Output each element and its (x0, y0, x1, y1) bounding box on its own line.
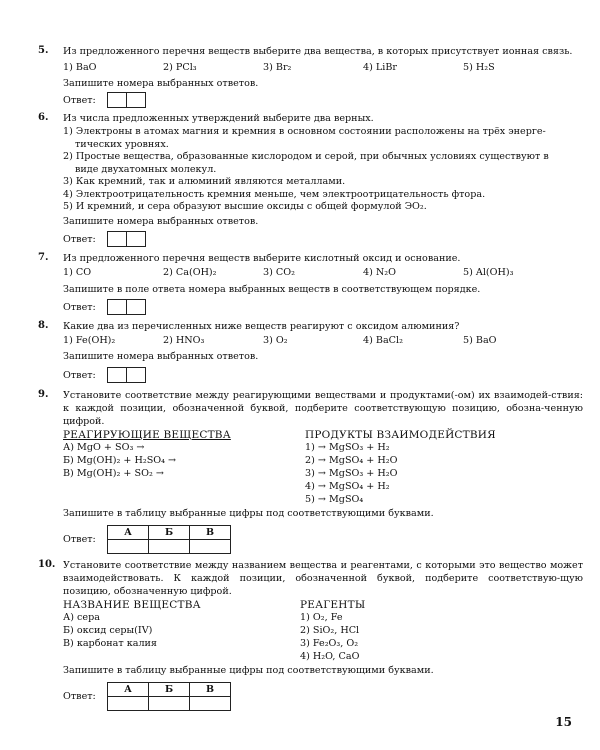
item-a: А) MgO + SO₃ → (63, 442, 145, 453)
answer-field (63, 92, 146, 108)
instruction: Запишите в таблицу выбранные цифры под соответствующими буквами. (63, 508, 434, 519)
column-header: ПРОДУКТЫ ВЗАИМОДЕЙСТВИЯ (305, 429, 496, 441)
item-b: Б) Mg(OH)₂ + H₂SO₄ → (63, 455, 177, 466)
answer-label: Ответ: (63, 534, 96, 545)
item-3: 3) → MgSO₃ + H₂O (305, 468, 398, 479)
question-text: Установите соответствие между реагирующими веществами и продуктами(-ом) их взаимодей-ствия: к каждой позиции, обозначенной буквой, подберите соответствующую позицию, обозна-ченную цифрой. (63, 390, 583, 427)
header-c: В (190, 683, 231, 697)
option-2: 2) PCl₃ (163, 62, 197, 73)
answer-cell-2[interactable] (127, 231, 146, 247)
answer-cell-a[interactable] (108, 697, 149, 711)
answer-field (63, 367, 146, 383)
instruction: Запишите номера выбранных ответов. (63, 78, 259, 89)
question-text: Из предложенного перечня веществ выберите кислотный оксид и основание. (63, 253, 461, 264)
answer-label: Ответ: (63, 369, 96, 381)
instruction: Запишите в поле ответа номера выбранных веществ в соответствующем порядке. (63, 284, 481, 295)
column-header: РЕАГЕНТЫ (300, 599, 366, 611)
answer-cell-1[interactable] (107, 299, 127, 315)
column-header: НАЗВАНИЕ ВЕЩЕСТВА (63, 599, 201, 611)
option-3: 3) O₂ (263, 335, 288, 346)
question-number: 5. (38, 45, 49, 56)
item-3: 3) Fe₂O₃, O₂ (300, 638, 359, 649)
item-4: 4) H₂O, CaO (300, 651, 360, 662)
reagent-list (300, 611, 550, 663)
right-column (305, 429, 555, 506)
item-c: В) Mg(OH)₂ + SO₂ → (63, 468, 164, 479)
statement-1-cont: тических уровнях. (75, 138, 169, 150)
option-1: 1) Fe(OH)₂ (63, 335, 116, 346)
answer-cell-b[interactable] (149, 540, 190, 554)
statement-5: 5) И кремний, и сера образуют высшие оксиды с общей формулой ЭО₂. (63, 201, 427, 212)
item-2: 2) SiO₂, HCl (300, 625, 360, 636)
product-list (305, 441, 555, 506)
right-column (300, 599, 550, 663)
header-b: Б (149, 683, 190, 697)
reactant-list (63, 441, 303, 480)
statement-2-cont: виде двухатомных молекул. (75, 163, 217, 175)
question-number: 9. (38, 389, 49, 400)
options-row (63, 62, 563, 73)
header-a: А (108, 526, 149, 540)
option-5: 5) H₂S (463, 62, 495, 73)
question-text: Из числа предложенных утверждений выберите два верных. (63, 113, 374, 124)
option-4: 4) N₂O (363, 267, 397, 278)
options-row (63, 267, 563, 278)
option-1: 1) BaO (63, 62, 97, 73)
item-1: 1) → MgSO₃ + H₂ (305, 442, 390, 453)
item-c: В) карбонат калия (63, 638, 157, 649)
page-number: 15 (555, 715, 572, 729)
left-column (63, 429, 303, 480)
instruction: Запишите в таблицу выбранные цифры под соответствующими буквами. (63, 665, 434, 676)
answer-grid (107, 682, 231, 711)
question-text: Какие два из перечисленных ниже веществ реагируют с оксидом алюминия? (63, 321, 460, 332)
option-4: 4) LiBr (363, 62, 397, 73)
question-number: 6. (38, 112, 49, 123)
answer-cell-2[interactable] (127, 367, 146, 383)
answer-label: Ответ: (63, 94, 96, 106)
question-text: Установите соответствие между названием вещества и реагентами, с которыми это вещество может взаимодействовать. К каждой позиции, обозначенной буквой, подберите соответствую-щую позицию, обозначенную цифрой. (63, 560, 583, 597)
options-row (63, 335, 563, 346)
answer-label: Ответ: (63, 233, 96, 245)
answer-label: Ответ: (63, 691, 96, 702)
statement-3: 3) Как кремний, так и алюминий являются металлами. (63, 176, 346, 187)
statement-4: 4) Электроотрицательность кремния меньше, чем электроотрицательность фтора. (63, 188, 486, 200)
instruction: Запишите номера выбранных ответов. (63, 351, 259, 362)
answer-grid (107, 525, 231, 554)
answer-table (63, 682, 231, 711)
question-number: 10. (38, 559, 56, 570)
answer-field (63, 231, 146, 247)
answer-label: Ответ: (63, 301, 96, 313)
item-1: 1) O₂, Fe (300, 612, 343, 623)
item-a: А) сера (63, 612, 100, 623)
answer-cell-a[interactable] (108, 540, 149, 554)
column-header: РЕАГИРУЮЩИЕ ВЕЩЕСТВА (63, 429, 231, 441)
option-4: 4) BaCl₂ (363, 335, 403, 346)
statement-1: 1) Электроны в атомах магния и кремния в основном состоянии расположены на трёх энерге- (63, 126, 546, 137)
answer-table (63, 525, 231, 554)
item-2: 2) → MgSO₄ + H₂O (305, 455, 398, 466)
answer-cell-2[interactable] (127, 92, 146, 108)
instruction: Запишите номера выбранных ответов. (63, 216, 259, 227)
answer-cell-b[interactable] (149, 697, 190, 711)
option-2: 2) HNO₃ (163, 335, 205, 346)
item-b: Б) оксид серы(IV) (63, 625, 153, 636)
item-5: 5) → MgSO₄ (305, 494, 364, 505)
question-text: Из предложенного перечня веществ выберите два вещества, в которых присутствует ионная связь. (63, 46, 573, 57)
answer-cell-1[interactable] (107, 92, 127, 108)
option-5: 5) BaO (463, 335, 497, 346)
answer-field (63, 299, 146, 315)
substance-list (63, 611, 303, 650)
item-4: 4) → MgSO₄ + H₂ (305, 481, 390, 492)
answer-cell-1[interactable] (107, 367, 127, 383)
header-a: А (108, 683, 149, 697)
answer-cell-2[interactable] (127, 299, 146, 315)
statement-list (63, 126, 583, 214)
answer-cell-1[interactable] (107, 231, 127, 247)
left-column (63, 599, 303, 650)
statement-2: 2) Простые вещества, образованные кислородом и серой, при обычных условиях существуют в (63, 151, 549, 162)
header-c: В (190, 526, 231, 540)
answer-cell-c[interactable] (190, 697, 231, 711)
option-2: 2) Ca(OH)₂ (163, 267, 217, 278)
answer-cell-c[interactable] (190, 540, 231, 554)
question-number: 7. (38, 252, 49, 263)
header-b: Б (149, 526, 190, 540)
option-3: 3) Br₂ (263, 62, 292, 73)
option-5: 5) Al(OH)₃ (463, 267, 514, 278)
option-1: 1) CO (63, 267, 92, 278)
option-3: 3) CO₂ (263, 267, 295, 278)
question-number: 8. (38, 320, 49, 331)
